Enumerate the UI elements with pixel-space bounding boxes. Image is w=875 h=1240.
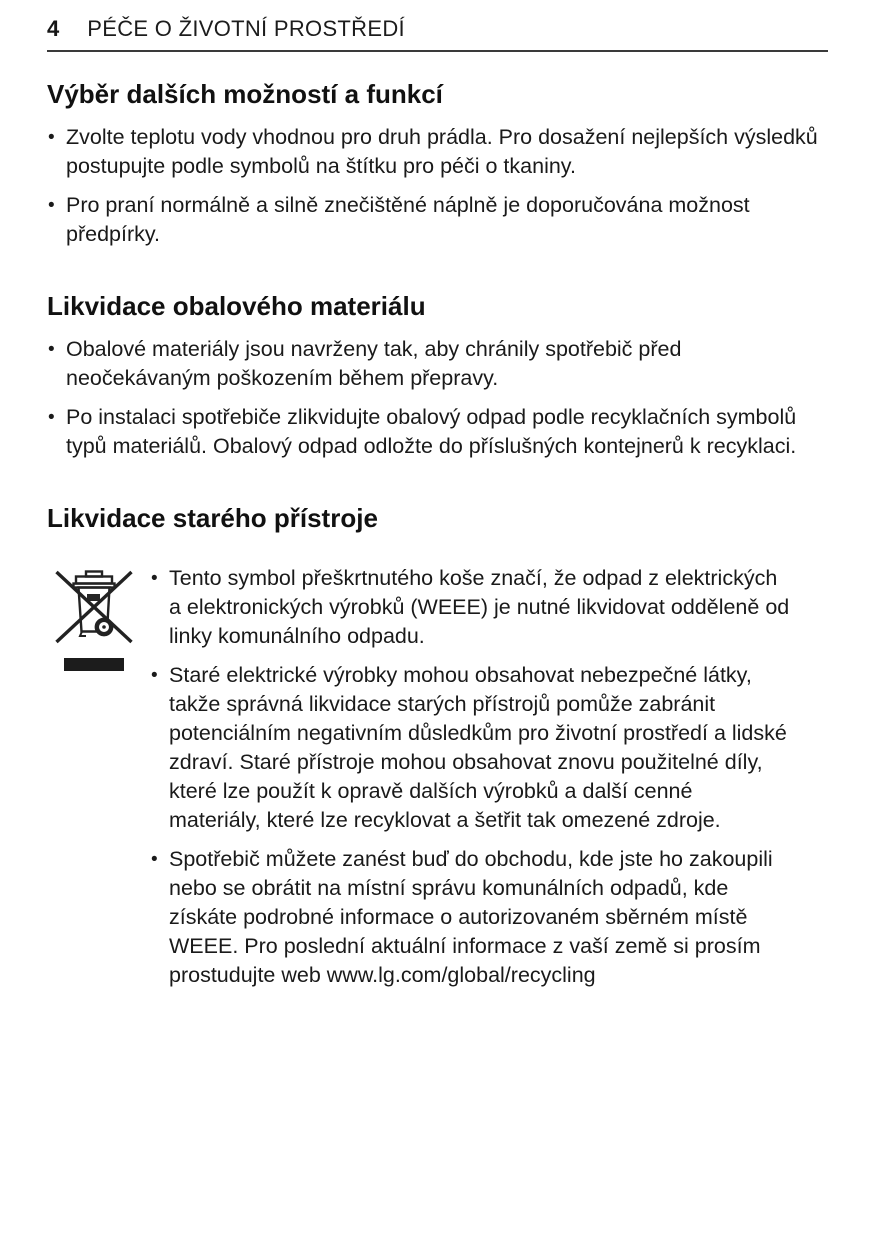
section-old-appliance-disposal xyxy=(47,503,828,1000)
bullet-item: • Tento symbol přeškrtnutého koše značí, že odpad z elektrických a elektronických výrobků (WEEE) je nutné likvidovat odděleně od linky komunálního odpadu. xyxy=(150,564,790,651)
weee-content-row xyxy=(47,564,828,1000)
section-heading: Likvidace starého přístroje xyxy=(47,503,378,533)
bullet-item: • Spotřebič můžete zanést buď do obchodu, kde jste ho zakoupili nebo se obrátit na místní správu komunálních odpadů, kde získáte podrobné informace o autorizovaném sběrném místě WEEE. Pro poslední aktuální informace z vaší země si prosím prostudujte web www.lg.com/global/recycling xyxy=(150,845,790,990)
bullet-item: • Zvolte teplotu vody vhodnou pro druh prádla. Pro dosažení nejlepších výsledků postupujte podle symbolů na štítku pro péči o tkaniny. xyxy=(47,123,828,181)
page-number: 4 xyxy=(47,16,60,41)
page-header xyxy=(47,16,828,50)
section-additional-options xyxy=(47,79,828,249)
header-divider xyxy=(47,50,828,52)
weee-crossed-out-bin-icon xyxy=(55,569,133,645)
bullet-list xyxy=(47,123,828,249)
header-title: PÉČE O ŽIVOTNÍ PROSTŘEDÍ xyxy=(87,16,405,41)
bullet-item: • Po instalaci spotřebiče zlikvidujte obalový odpad podle recyklačních symbolů typů materiálů. Obalový odpad odložte do příslušných kontejnerů k recyklaci. xyxy=(47,403,828,461)
section-heading: Výběr dalších možností a funkcí xyxy=(47,79,443,109)
bullet-item: • Staré elektrické výrobky mohou obsahovat nebezpečné látky, takže správná likvidace starých přístrojů pomůže zabránit potenciálním negativním důsledkům pro životní prostředí a lidské zdraví. Staré přístroje mohou obsahovat znovu použitelné díly, které lze použít k opravě dalších výrobků a další cenné materiály, které lze recyklovat a šetřit tak omezené zdroje. xyxy=(150,661,790,835)
weee-black-bar xyxy=(64,658,124,671)
section-heading: Likvidace obalového materiálu xyxy=(47,291,426,321)
section-packaging-disposal xyxy=(47,291,828,461)
bullet-list xyxy=(47,335,828,461)
bullet-item: • Obalové materiály jsou navrženy tak, aby chránily spotřebič před neočekávaným poškozením během přepravy. xyxy=(47,335,828,393)
weee-icon-column xyxy=(47,564,150,1000)
bullet-list xyxy=(150,564,790,1000)
bullet-item: • Pro praní normálně a silně znečištěné náplně je doporučována možnost předpírky. xyxy=(47,191,828,249)
